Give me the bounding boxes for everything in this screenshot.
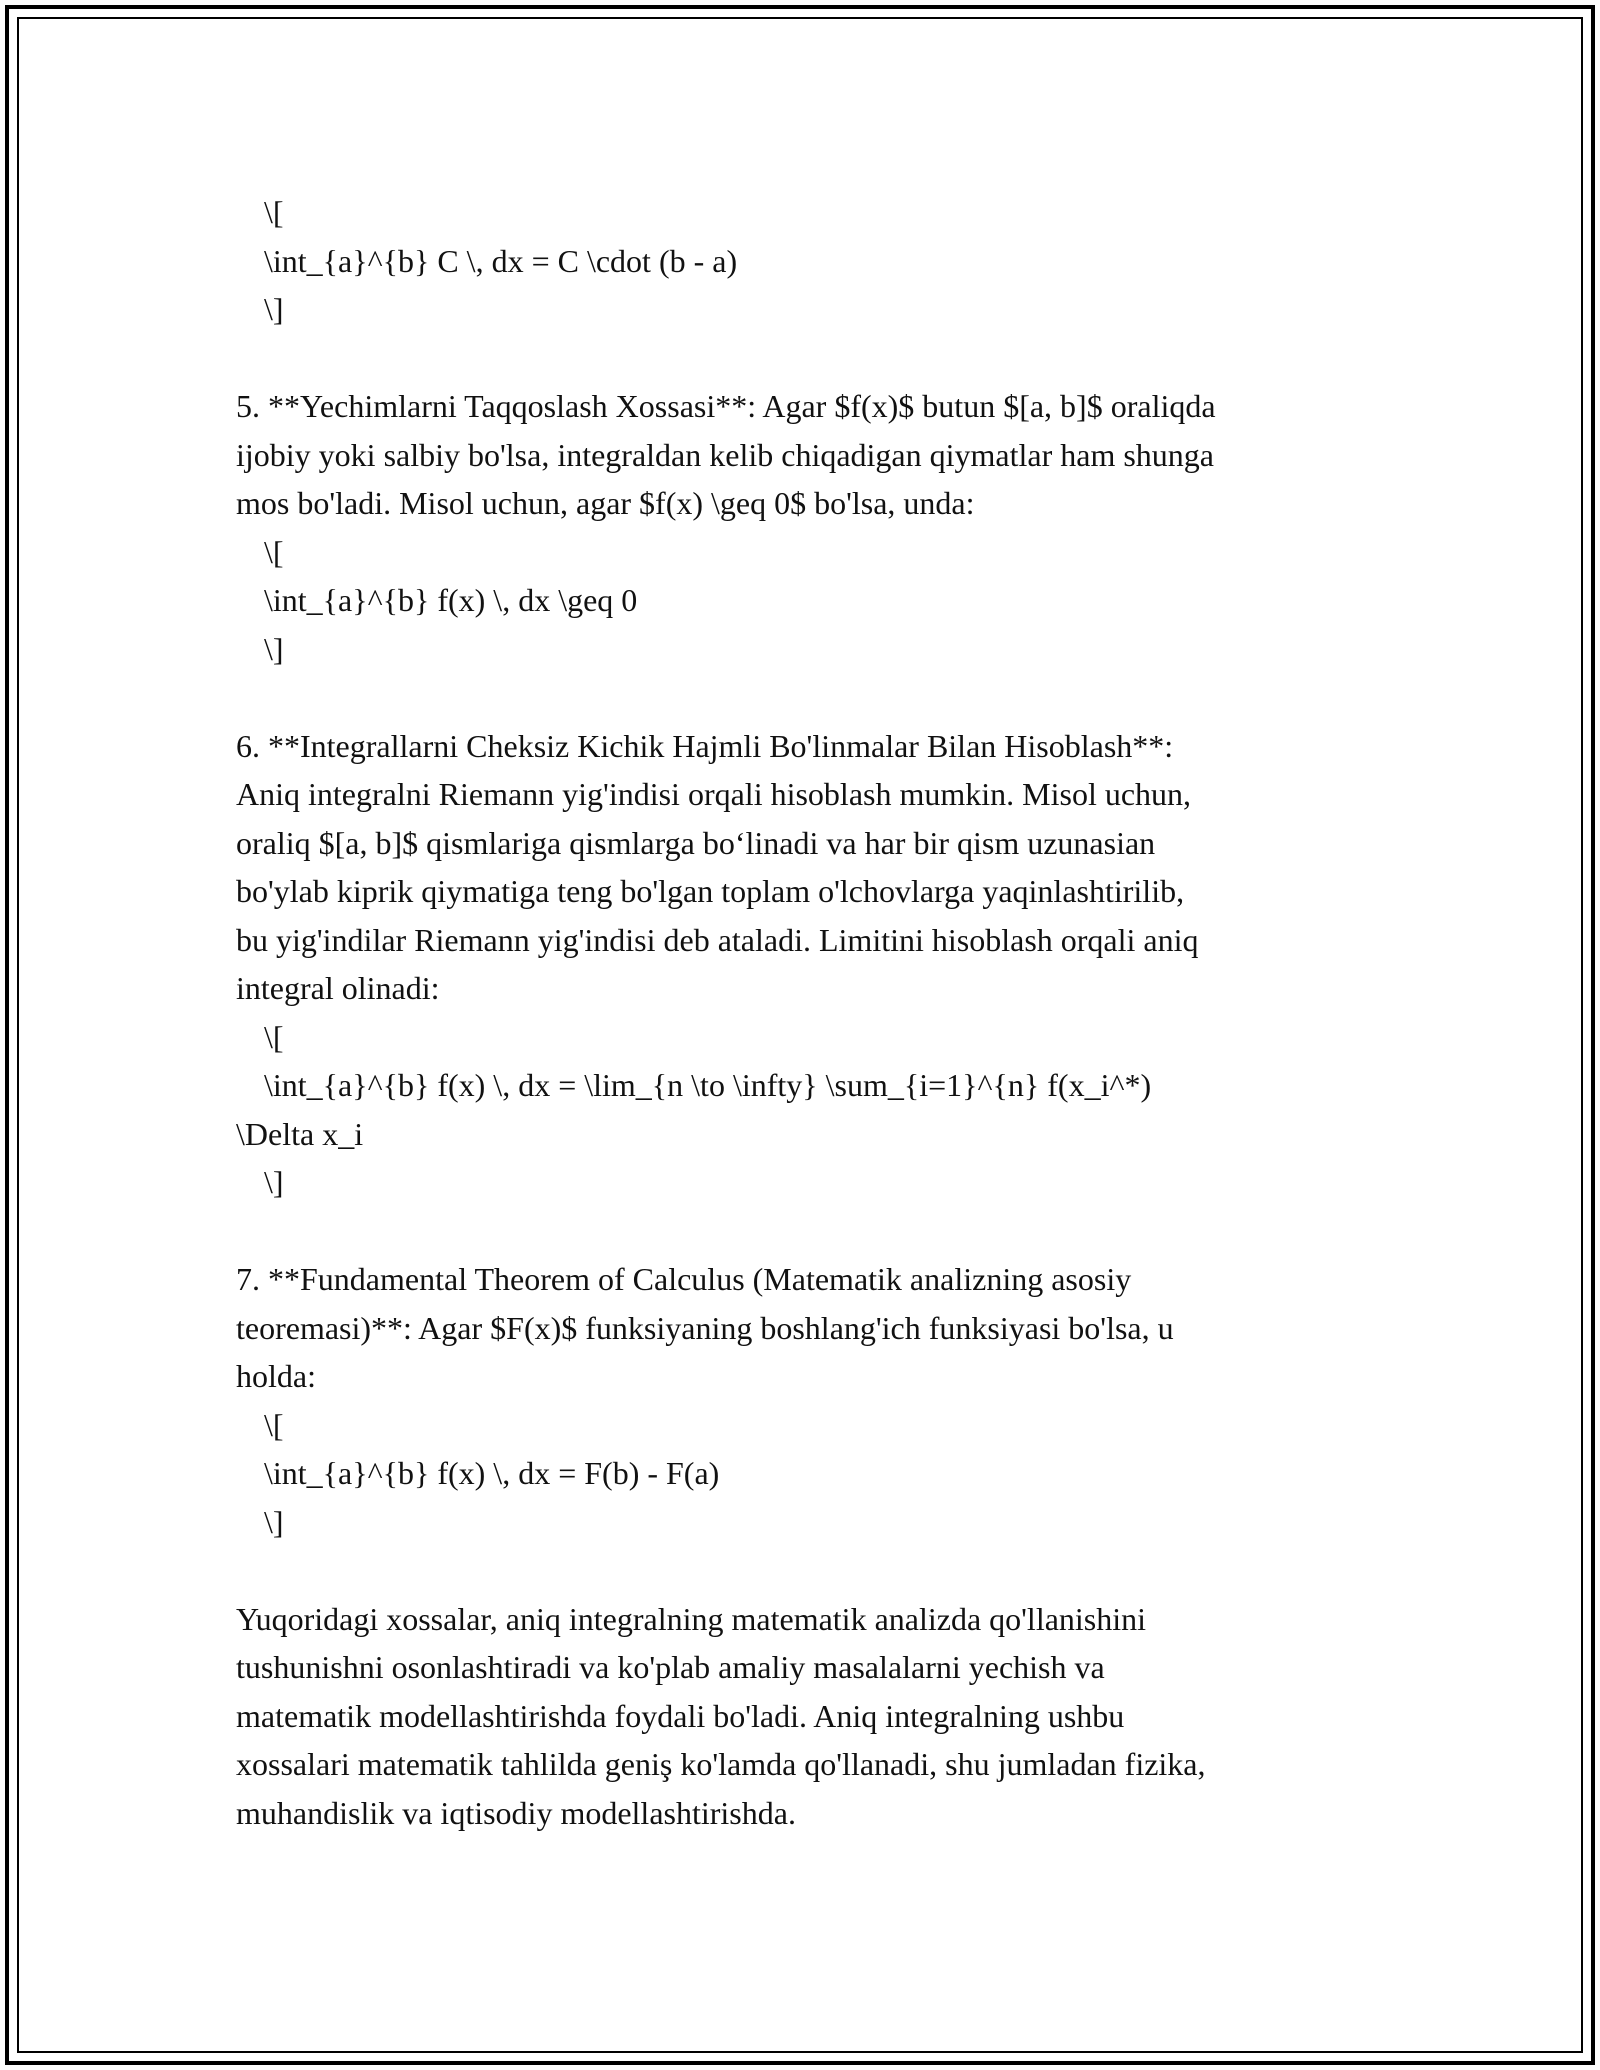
text-line: teoremasi)**: Agar $F(x)$ funksiyaning boshlang'ich funksiyasi bo'lsa, u (236, 1309, 1174, 1346)
text-line: \[ (264, 194, 284, 230)
text-line: Aniq integralni Riemann yig'indisi orqali hisoblash mumkin. Misol uchun, (236, 776, 1192, 812)
text-line: xossalari matematik tahlilda geniş ko'lamda qo'llanadi, shu jumladan fizika, (236, 1746, 1206, 1782)
blank-line (236, 1207, 1376, 1256)
text-line: \[ (264, 1018, 284, 1055)
blank-line (236, 334, 1376, 383)
blank-line (236, 1546, 1376, 1595)
text-line: 5. **Yechimlarni Taqqoslash Xossasi**: Agar $f(x)$ butun $[a, b]$ oraliqda (236, 388, 1216, 424)
text-line: bu yig'indilar Riemann yig'indisi deb ataladi. Limitini hisoblash orqali aniq (236, 921, 1199, 958)
text-line: mos bo'ladi. Misol uchun, agar $f(x) \geq 0$ bo'lsa, unda: (236, 485, 975, 521)
text-line: \int_{a}^{b} C \, dx = C \cdot (b - a) (264, 242, 738, 279)
text-line: matematik modellashtirishda foydali bo'ladi. Aniq integralning ushbu (236, 1697, 1125, 1734)
text-line: integral olinadi: (236, 970, 440, 1006)
text-line: \int_{a}^{b} f(x) \, dx \geq 0 (264, 582, 638, 618)
text-line: \] (264, 1503, 284, 1540)
text-line: muhandislik va iqtisodiy modellashtirishda. (236, 1794, 796, 1831)
text-line: \] (264, 630, 284, 667)
text-line: \int_{a}^{b} f(x) \, dx = F(b) - F(a) (264, 1455, 720, 1491)
text-line: holda: (236, 1358, 316, 1394)
text-line: 6. **Integrallarni Cheksiz Kichik Hajmli Bo'linmalar Bilan Hisoblash**: (236, 727, 1174, 764)
text-line: \Delta x_i (236, 1115, 364, 1152)
text-line: \[ (264, 533, 284, 570)
text-line: \int_{a}^{b} f(x) \, dx = \lim_{n \to \infty} \sum_{i=1}^{n} f(x_i^*) (264, 1067, 1152, 1103)
blank-line (236, 673, 1376, 722)
text-line: oraliq $[a, b]$ qismlariga qismlarga bo‘linadi va har bir qism uzunasian (236, 824, 1156, 861)
text-line: tushunishni osonlashtiradi va ko'plab amaliy masalalarni yechish va (236, 1649, 1105, 1685)
text-line: ijobiy yoki salbiy bo'lsa, integraldan kelib chiqadigan qiymatlar ham shunga (236, 436, 1214, 473)
text-line: bo'ylab kiprik qiymatiga teng bo'lgan toplam o'lchovlarga yaqinlashtirilib, (236, 873, 1185, 909)
text-line: \] (264, 1164, 284, 1200)
document-body (236, 188, 1376, 1837)
text-line: \] (264, 291, 284, 327)
text-line: 7. **Fundamental Theorem of Calculus (Matematik analizning asosiy (236, 1261, 1132, 1297)
text-line: Yuqoridagi xossalar, aniq integralning matematik analizda qo'llanishini (236, 1600, 1147, 1637)
text-line: \[ (264, 1406, 284, 1443)
